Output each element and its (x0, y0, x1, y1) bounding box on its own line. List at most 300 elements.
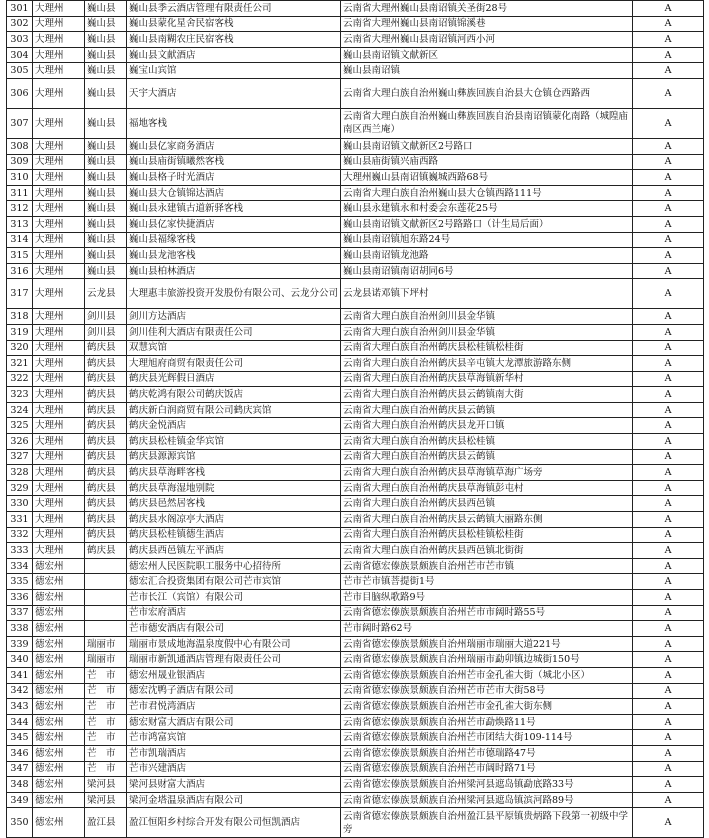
address-cell: 芒市阔时路62号 (341, 621, 633, 637)
table-row (7, 777, 704, 793)
grade-cell: A (633, 154, 704, 170)
prefecture-cell: 大理州 (33, 232, 85, 248)
prefecture-cell: 德宏州 (33, 792, 85, 808)
grade-cell: A (633, 279, 704, 309)
table-row (7, 201, 704, 217)
county-cell: 鹤庆县 (85, 465, 127, 481)
establishment-name-cell: 巍山县永建镇古道新驿客栈 (127, 201, 341, 217)
address-cell: 云南省德宏傣族景颇族自治州芒市市阔时路55号 (341, 605, 633, 621)
establishment-name-cell: 芒市德安酒店有限公司 (127, 621, 341, 637)
prefecture-cell: 大理州 (33, 248, 85, 264)
table-row (7, 480, 704, 496)
county-cell: 云龙县 (85, 279, 127, 309)
prefecture-cell: 德宏州 (33, 808, 85, 838)
table-row (7, 78, 704, 108)
row-number-cell: 350 (7, 808, 33, 838)
prefecture-cell: 德宏州 (33, 574, 85, 590)
establishment-name-cell: 巍山县文献酒店 (127, 47, 341, 63)
prefecture-cell: 大理州 (33, 185, 85, 201)
grade-cell: A (633, 356, 704, 372)
address-cell: 云南省大理白族自治州巍山彝族回族自治县南诏镇蒙化南路（城隍庙南区西兰庵） (341, 108, 633, 138)
grade-cell: A (633, 387, 704, 403)
county-cell: 鹤庆县 (85, 340, 127, 356)
prefecture-cell: 大理州 (33, 543, 85, 559)
establishment-name-cell: 瑞丽市景成地海温泉度假中心有限公司 (127, 636, 341, 652)
table-row (7, 792, 704, 808)
grade-cell: A (633, 465, 704, 481)
establishment-name-cell: 巍山县亿家商务酒店 (127, 138, 341, 154)
address-cell: 云南省德宏傣族景颇族自治州芒市金孔雀大街东侧 (341, 699, 633, 715)
grade-cell: A (633, 16, 704, 32)
prefecture-cell: 大理州 (33, 527, 85, 543)
grade-cell: A (633, 201, 704, 217)
row-number-cell: 309 (7, 154, 33, 170)
address-cell: 云南省大理白族自治州鹤庆县草海镇彭屯村 (341, 480, 633, 496)
grade-cell: A (633, 185, 704, 201)
address-cell: 巍山县南诏镇南诏胡同6号 (341, 263, 633, 279)
grade-cell: A (633, 340, 704, 356)
grade-cell: A (633, 170, 704, 186)
table-row (7, 324, 704, 340)
establishment-name-cell: 德宏汇合投资集团有限公司芒市宾馆 (127, 574, 341, 590)
county-cell: 鹤庆县 (85, 480, 127, 496)
grade-cell: A (633, 108, 704, 138)
prefecture-cell: 大理州 (33, 170, 85, 186)
address-cell: 云南省大理州巍山县南诏镇河西小河 (341, 32, 633, 48)
establishment-name-cell: 芒市君悦湾酒店 (127, 699, 341, 715)
prefecture-cell: 大理州 (33, 16, 85, 32)
grade-cell: A (633, 78, 704, 108)
grade-cell: A (633, 590, 704, 606)
row-number-cell: 324 (7, 402, 33, 418)
grade-cell: A (633, 527, 704, 543)
address-cell: 巍山县南诏镇文献新区 (341, 47, 633, 63)
establishment-name-cell: 巍山县南糊农庄民宿客栈 (127, 32, 341, 48)
address-cell: 云南省德宏傣族景颇族自治州梁河县遮岛镇勐底路33号 (341, 777, 633, 793)
grade-cell: A (633, 761, 704, 777)
table-row (7, 652, 704, 668)
address-cell: 巍山县南诏镇龙池路 (341, 248, 633, 264)
prefecture-cell: 大理州 (33, 201, 85, 217)
row-number-cell: 344 (7, 714, 33, 730)
address-cell: 云南省德宏傣族景颇族自治州芒市金孔雀大街（城北小区） (341, 667, 633, 683)
address-cell: 云南省德宏傣族景颇族自治州梁河县遮岛镇滨河路89号 (341, 792, 633, 808)
grade-cell: A (633, 605, 704, 621)
grade-cell: A (633, 621, 704, 637)
row-number-cell: 343 (7, 699, 33, 715)
table-row (7, 279, 704, 309)
table-row (7, 449, 704, 465)
table-row (7, 63, 704, 79)
establishment-name-cell: 芒市鸿富宾馆 (127, 730, 341, 746)
table-row (7, 248, 704, 264)
establishment-name-cell: 鹤庆县松桂镇金华宾馆 (127, 434, 341, 450)
county-cell: 巍山县 (85, 47, 127, 63)
grade-cell: A (633, 745, 704, 761)
row-number-cell: 323 (7, 387, 33, 403)
row-number-cell: 312 (7, 201, 33, 217)
table-row (7, 465, 704, 481)
prefecture-cell: 大理州 (33, 108, 85, 138)
county-cell: 梁河县 (85, 777, 127, 793)
establishment-name-cell: 鹤庆乾鸿有限公司鹤庆饭店 (127, 387, 341, 403)
county-cell: 巍山县 (85, 63, 127, 79)
row-number-cell: 330 (7, 496, 33, 512)
table-row (7, 138, 704, 154)
county-cell: 鹤庆县 (85, 512, 127, 528)
county-cell: 盈江县 (85, 808, 127, 838)
establishment-name-cell: 巍山县大仓镇锦达酒店 (127, 185, 341, 201)
address-cell: 云南省大理白族自治州剑川县金华镇 (341, 324, 633, 340)
grade-cell: A (633, 402, 704, 418)
row-number-cell: 340 (7, 652, 33, 668)
grade-cell: A (633, 232, 704, 248)
county-cell: 梁河县 (85, 792, 127, 808)
grade-cell: A (633, 449, 704, 465)
establishment-name-cell: 梁河金塔温泉酒店有限公司 (127, 792, 341, 808)
establishment-name-cell: 鹤庆县松桂镇德生酒店 (127, 527, 341, 543)
grade-cell: A (633, 324, 704, 340)
prefecture-cell: 大理州 (33, 1, 85, 17)
prefecture-cell: 德宏州 (33, 667, 85, 683)
table-row (7, 605, 704, 621)
grade-cell: A (633, 63, 704, 79)
county-cell: 剑川县 (85, 324, 127, 340)
establishment-name-cell: 鹤庆新白润商贸有限公司鹤庆宾馆 (127, 402, 341, 418)
address-cell: 云南省大理白族自治州鹤庆县辛屯镇大龙潭旅游路东侧 (341, 356, 633, 372)
county-cell: 鹤庆县 (85, 527, 127, 543)
establishment-name-cell: 巍山县福缘客栈 (127, 232, 341, 248)
table-row (7, 387, 704, 403)
establishment-name-cell: 德宏财富大酒店有限公司 (127, 714, 341, 730)
establishment-name-cell: 双慧宾馆 (127, 340, 341, 356)
establishment-name-cell: 巍山县蒙化星舍民宿客栈 (127, 16, 341, 32)
establishment-name-cell: 鹤庆县西邑镇左平酒店 (127, 543, 341, 559)
prefecture-cell: 大理州 (33, 356, 85, 372)
address-cell: 巍山县南诏镇旭东路24号 (341, 232, 633, 248)
table-row (7, 418, 704, 434)
row-number-cell: 317 (7, 279, 33, 309)
county-cell: 巍山县 (85, 170, 127, 186)
prefecture-cell: 大理州 (33, 324, 85, 340)
grade-cell: A (633, 32, 704, 48)
establishment-name-cell: 鹤庆县草海畔客栈 (127, 465, 341, 481)
row-number-cell: 326 (7, 434, 33, 450)
address-cell: 云南省德宏傣族景颇族自治州芒市阔时路71号 (341, 761, 633, 777)
grade-cell: A (633, 683, 704, 699)
establishment-name-cell: 鹤庆县草海湿地别院 (127, 480, 341, 496)
county-cell: 巍山县 (85, 1, 127, 17)
address-cell: 云南省大理白族自治州鹤庆县西邑镇北街街 (341, 543, 633, 559)
row-number-cell: 334 (7, 558, 33, 574)
prefecture-cell: 德宏州 (33, 730, 85, 746)
table-row (7, 730, 704, 746)
row-number-cell: 307 (7, 108, 33, 138)
table-row (7, 434, 704, 450)
table-row (7, 1, 704, 17)
establishment-name-cell: 剑川方达酒店 (127, 309, 341, 325)
prefecture-cell: 德宏州 (33, 605, 85, 621)
establishment-name-cell: 瑞丽市新凯通酒店管理有限责任公司 (127, 652, 341, 668)
address-cell: 云南省德宏傣族景颇族自治州芒市勐焕路11号 (341, 714, 633, 730)
county-cell: 鹤庆县 (85, 418, 127, 434)
row-number-cell: 347 (7, 761, 33, 777)
address-cell: 巍山县南诏镇文献新区2号路口 (341, 138, 633, 154)
prefecture-cell: 大理州 (33, 496, 85, 512)
address-cell: 云南省大理州巍山县南诏镇关圣街28号 (341, 1, 633, 17)
grade-cell: A (633, 777, 704, 793)
establishment-name-cell: 鹤庆县源源宾馆 (127, 449, 341, 465)
prefecture-cell: 大理州 (33, 216, 85, 232)
prefecture-cell: 大理州 (33, 279, 85, 309)
address-cell: 云南省德宏傣族景颇族自治州瑞丽市勐卯镇边城街150号 (341, 652, 633, 668)
county-cell: 芒 市 (85, 714, 127, 730)
establishment-name-cell: 芒市兴建酒店 (127, 761, 341, 777)
county-cell: 鹤庆县 (85, 496, 127, 512)
grade-cell: A (633, 699, 704, 715)
row-number-cell: 301 (7, 1, 33, 17)
row-number-cell: 329 (7, 480, 33, 496)
row-number-cell: 337 (7, 605, 33, 621)
county-cell (85, 605, 127, 621)
establishment-name-cell: 巍宝山宾馆 (127, 63, 341, 79)
establishment-name-cell: 芒市长江（宾馆）有限公司 (127, 590, 341, 606)
prefecture-cell: 德宏州 (33, 636, 85, 652)
row-number-cell: 306 (7, 78, 33, 108)
grade-cell: A (633, 558, 704, 574)
county-cell: 芒 市 (85, 683, 127, 699)
address-cell: 芒市芒市镇菩提街1号 (341, 574, 633, 590)
table-row (7, 402, 704, 418)
grade-cell: A (633, 808, 704, 838)
establishment-name-cell: 天宇大酒店 (127, 78, 341, 108)
prefecture-cell: 德宏州 (33, 745, 85, 761)
establishment-name-cell: 巍山县柏林酒店 (127, 263, 341, 279)
table-row (7, 714, 704, 730)
establishment-name-cell: 芒市凯瑞酒店 (127, 745, 341, 761)
address-cell: 云南省大理白族自治州巍山彝族回族自治县大仓镇仓西路西 (341, 78, 633, 108)
row-number-cell: 320 (7, 340, 33, 356)
grade-cell: A (633, 216, 704, 232)
prefecture-cell: 大理州 (33, 371, 85, 387)
county-cell (85, 590, 127, 606)
row-number-cell: 311 (7, 185, 33, 201)
county-cell: 巍山县 (85, 185, 127, 201)
establishment-name-cell: 鹤庆金悦酒店 (127, 418, 341, 434)
prefecture-cell: 大理州 (33, 434, 85, 450)
row-number-cell: 331 (7, 512, 33, 528)
hotel-rating-table (6, 0, 704, 838)
table-row (7, 170, 704, 186)
row-number-cell: 333 (7, 543, 33, 559)
address-cell: 云南省德宏傣族景颇族自治州芒市芒市大街58号 (341, 683, 633, 699)
prefecture-cell: 大理州 (33, 154, 85, 170)
establishment-name-cell: 德宏州人民医院职工服务中心招待所 (127, 558, 341, 574)
table-row (7, 108, 704, 138)
grade-cell: A (633, 248, 704, 264)
table-row (7, 154, 704, 170)
table-row (7, 808, 704, 838)
grade-cell: A (633, 543, 704, 559)
row-number-cell: 321 (7, 356, 33, 372)
address-cell: 云南省大理白族自治州巍山县大仓镇西路111号 (341, 185, 633, 201)
row-number-cell: 316 (7, 263, 33, 279)
grade-cell: A (633, 1, 704, 17)
row-number-cell: 335 (7, 574, 33, 590)
prefecture-cell: 大理州 (33, 418, 85, 434)
table-body (7, 1, 704, 838)
county-cell: 巍山县 (85, 138, 127, 154)
table-row (7, 371, 704, 387)
establishment-name-cell: 剑川佳利大酒店有限责任公司 (127, 324, 341, 340)
county-cell: 芒 市 (85, 761, 127, 777)
grade-cell: A (633, 792, 704, 808)
grade-cell: A (633, 730, 704, 746)
address-cell: 巍山县南诏镇 (341, 63, 633, 79)
address-cell: 云南省德宏傣族景颇族自治州芒市芒市镇 (341, 558, 633, 574)
grade-cell: A (633, 636, 704, 652)
establishment-name-cell: 巍山县龙池客栈 (127, 248, 341, 264)
table-row (7, 512, 704, 528)
grade-cell: A (633, 418, 704, 434)
establishment-name-cell: 盈江恒阳乡村综合开发有限公司恒凯酒店 (127, 808, 341, 838)
prefecture-cell: 德宏州 (33, 683, 85, 699)
county-cell: 鹤庆县 (85, 387, 127, 403)
county-cell (85, 558, 127, 574)
row-number-cell: 310 (7, 170, 33, 186)
county-cell: 巍山县 (85, 232, 127, 248)
row-number-cell: 319 (7, 324, 33, 340)
address-cell: 云南省大理白族自治州鹤庆县草海镇新华村 (341, 371, 633, 387)
prefecture-cell: 德宏州 (33, 621, 85, 637)
row-number-cell: 336 (7, 590, 33, 606)
address-cell: 巍山县南诏镇文献新区2号路路口（计生局后面） (341, 216, 633, 232)
address-cell: 云南省大理白族自治州鹤庆县云鹤镇 (341, 402, 633, 418)
row-number-cell: 302 (7, 16, 33, 32)
county-cell (85, 574, 127, 590)
grade-cell: A (633, 371, 704, 387)
row-number-cell: 303 (7, 32, 33, 48)
row-number-cell: 327 (7, 449, 33, 465)
county-cell: 芒 市 (85, 699, 127, 715)
grade-cell: A (633, 309, 704, 325)
table-row (7, 263, 704, 279)
table-row (7, 232, 704, 248)
address-cell: 云南省大理白族自治州剑川县金华镇 (341, 309, 633, 325)
prefecture-cell: 德宏州 (33, 590, 85, 606)
table-row (7, 683, 704, 699)
address-cell: 云南省大理白族自治州鹤庆县云鹤镇南大街 (341, 387, 633, 403)
prefecture-cell: 大理州 (33, 78, 85, 108)
table-row (7, 590, 704, 606)
county-cell: 巍山县 (85, 16, 127, 32)
county-cell: 巍山县 (85, 32, 127, 48)
row-number-cell: 304 (7, 47, 33, 63)
grade-cell: A (633, 263, 704, 279)
prefecture-cell: 德宏州 (33, 652, 85, 668)
prefecture-cell: 大理州 (33, 402, 85, 418)
establishment-name-cell: 福地客栈 (127, 108, 341, 138)
county-cell: 剑川县 (85, 309, 127, 325)
address-cell: 云南省德宏傣族景颇族自治州芒市团结大街109-114号 (341, 730, 633, 746)
county-cell: 鹤庆县 (85, 356, 127, 372)
address-cell: 芒市目脑纵歌路9号 (341, 590, 633, 606)
prefecture-cell: 德宏州 (33, 761, 85, 777)
grade-cell: A (633, 574, 704, 590)
table-row (7, 32, 704, 48)
row-number-cell: 341 (7, 667, 33, 683)
establishment-name-cell: 鹤庆县水阁凉亭大酒店 (127, 512, 341, 528)
row-number-cell: 328 (7, 465, 33, 481)
address-cell: 云南省德宏傣族景颇族自治州瑞丽市瑞丽大道221号 (341, 636, 633, 652)
establishment-name-cell: 鹤庆县光辉假日酒店 (127, 371, 341, 387)
address-cell: 云南省德宏傣族景颇族自治州盈江县平原镇贵炳路下段第一初级中学旁 (341, 808, 633, 838)
table-row (7, 356, 704, 372)
prefecture-cell: 大理州 (33, 32, 85, 48)
row-number-cell: 325 (7, 418, 33, 434)
prefecture-cell: 大理州 (33, 512, 85, 528)
county-cell: 鹤庆县 (85, 402, 127, 418)
table-row (7, 558, 704, 574)
row-number-cell: 339 (7, 636, 33, 652)
prefecture-cell: 大理州 (33, 340, 85, 356)
row-number-cell: 308 (7, 138, 33, 154)
address-cell: 云南省大理白族自治州鹤庆县西邑镇 (341, 496, 633, 512)
row-number-cell: 322 (7, 371, 33, 387)
county-cell: 巍山县 (85, 78, 127, 108)
grade-cell: A (633, 512, 704, 528)
grade-cell: A (633, 434, 704, 450)
grade-cell: A (633, 667, 704, 683)
establishment-name-cell: 巍山县亿家快捷酒店 (127, 216, 341, 232)
establishment-name-cell: 巍山县季云酒店管理有限责任公司 (127, 1, 341, 17)
row-number-cell: 348 (7, 777, 33, 793)
row-number-cell: 305 (7, 63, 33, 79)
prefecture-cell: 德宏州 (33, 699, 85, 715)
county-cell: 巍山县 (85, 263, 127, 279)
county-cell: 巍山县 (85, 248, 127, 264)
row-number-cell: 349 (7, 792, 33, 808)
establishment-name-cell: 芒市宏府酒店 (127, 605, 341, 621)
address-cell: 云南省大理白族自治州鹤庆县龙开口镇 (341, 418, 633, 434)
table-row (7, 340, 704, 356)
table-row (7, 574, 704, 590)
county-cell: 鹤庆县 (85, 371, 127, 387)
county-cell: 瑞丽市 (85, 636, 127, 652)
address-cell: 云南省大理白族自治州鹤庆县云鹤镇大丽路东侧 (341, 512, 633, 528)
county-cell: 巍山县 (85, 201, 127, 217)
grade-cell: A (633, 47, 704, 63)
table-row (7, 745, 704, 761)
grade-cell: A (633, 480, 704, 496)
table-row (7, 543, 704, 559)
row-number-cell: 332 (7, 527, 33, 543)
county-cell: 芒 市 (85, 730, 127, 746)
establishment-name-cell: 巍山县格子时光酒店 (127, 170, 341, 186)
table-row (7, 667, 704, 683)
address-cell: 云南省大理白族自治州鹤庆县草海镇草海广场旁 (341, 465, 633, 481)
address-cell: 云南省大理白族自治州鹤庆县松桂镇 (341, 434, 633, 450)
table-row (7, 699, 704, 715)
establishment-name-cell: 德宏沈鸭子酒店有限公司 (127, 683, 341, 699)
address-cell: 云南省大理州巍山县南诏镇锦溪巷 (341, 16, 633, 32)
establishment-name-cell: 大理惠丰旅游投资开发股份有限公司、云龙分公司 (127, 279, 341, 309)
grade-cell: A (633, 652, 704, 668)
prefecture-cell: 大理州 (33, 465, 85, 481)
row-number-cell: 314 (7, 232, 33, 248)
prefecture-cell: 德宏州 (33, 777, 85, 793)
prefecture-cell: 大理州 (33, 449, 85, 465)
